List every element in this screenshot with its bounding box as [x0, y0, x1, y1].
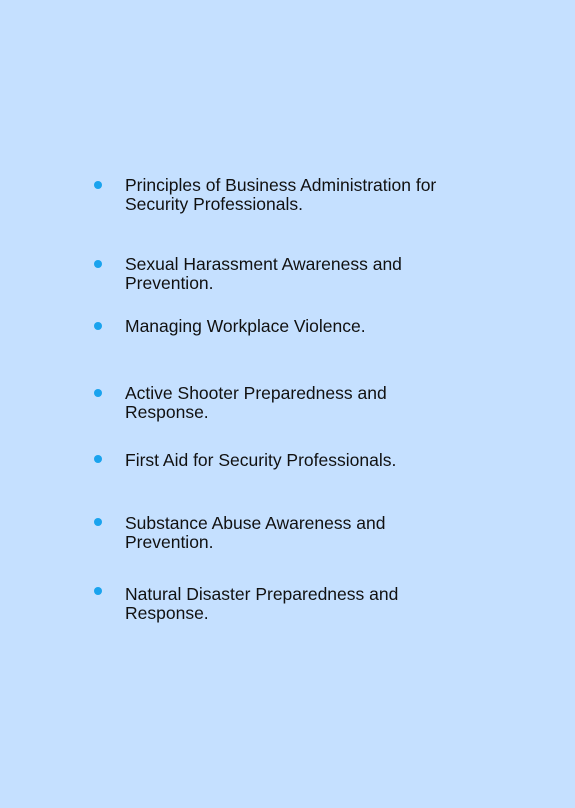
course-label: Sexual Harassment Awareness and Prevention.: [125, 254, 402, 293]
course-label: Natural Disaster Preparedness and Response.: [125, 584, 399, 623]
bullet-icon: [94, 322, 102, 330]
course-label: Active Shooter Preparedness and Response.: [125, 383, 387, 422]
course-label: First Aid for Security Professionals.: [125, 450, 397, 470]
bullet-icon: [94, 260, 102, 268]
course-label: Substance Abuse Awareness and Prevention.: [125, 513, 386, 552]
course-label: Managing Workplace Violence.: [125, 316, 366, 336]
course-label: Principles of Business Administration for Security Professionals.: [125, 175, 437, 214]
bullet-icon: [94, 518, 102, 526]
bullet-icon: [94, 455, 102, 463]
bullet-icon: [94, 389, 102, 397]
bullet-icon: [94, 181, 102, 189]
bullet-icon: [94, 587, 102, 595]
